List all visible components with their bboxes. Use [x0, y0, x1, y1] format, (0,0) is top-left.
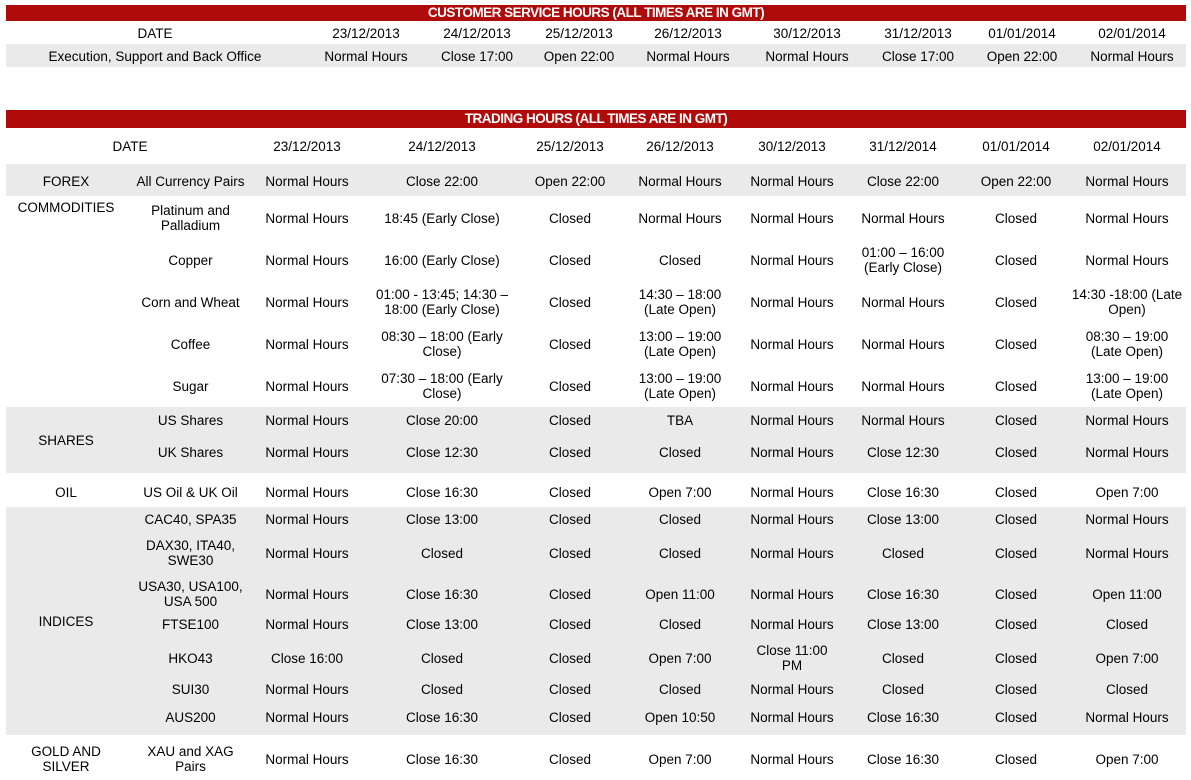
trading-value: Normal Hours [265, 252, 349, 268]
trading-date: 23/12/2013 [273, 138, 341, 154]
trading-value: Normal Hours [750, 336, 834, 352]
trading-value: Normal Hours [265, 378, 349, 394]
trading-value: Closed [548, 681, 592, 697]
trading-value: Normal Hours [750, 709, 834, 725]
trading-value: Closed [994, 252, 1038, 268]
trading-value: Closed [548, 444, 592, 460]
trading-value: Closed [994, 616, 1038, 632]
trading-value: Closed [658, 681, 702, 697]
trading-value: Close 22:00 [866, 173, 940, 189]
trading-value: Normal Hours [750, 681, 834, 697]
trading-value: Open 10:50 [644, 709, 716, 725]
customer-service-value: Normal Hours [1090, 48, 1174, 64]
trading-value: Close 16:30 [405, 709, 479, 725]
trading-value: Closed [994, 210, 1038, 226]
trading-value: Normal Hours [265, 173, 349, 189]
trading-value: Normal Hours [265, 616, 349, 632]
customer-service-date: 25/12/2013 [545, 25, 613, 41]
trading-value: 01:00 – 16:00 (Early Close) [861, 245, 945, 275]
trading-value: Closed [994, 412, 1038, 428]
instrument-label: Copper [168, 252, 213, 268]
customer-service-date: 26/12/2013 [654, 25, 722, 41]
trading-value: Normal Hours [1085, 252, 1169, 268]
trading-value: Closed [994, 681, 1038, 697]
trading-value: Closed [548, 412, 592, 428]
trading-value: Closed [548, 252, 592, 268]
trading-value: Close 11:00 PM [756, 643, 828, 673]
trading-value: Open 11:00 [645, 586, 715, 602]
trading-value: Close 16:30 [866, 709, 940, 725]
trading-value: Normal Hours [750, 173, 834, 189]
instrument-label: HKO43 [168, 650, 213, 666]
trading-value: Close 16:30 [866, 586, 940, 602]
trading-value: Normal Hours [265, 412, 349, 428]
customer-service-value: Normal Hours [646, 48, 730, 64]
trading-value: Open 7:00 [1095, 751, 1159, 767]
trading-value: Closed [548, 545, 592, 561]
customer-service-date: 24/12/2013 [443, 25, 511, 41]
trading-value: Normal Hours [750, 545, 834, 561]
instrument-label: Coffee [170, 336, 211, 352]
trading-value: Closed [548, 378, 592, 394]
trading-value: Closed [548, 709, 592, 725]
trading-value: Normal Hours [265, 681, 349, 697]
trading-value: Close 20:00 [405, 412, 479, 428]
customer-service-date: 01/01/2014 [988, 25, 1056, 41]
trading-value: Normal Hours [750, 412, 834, 428]
trading-value: Closed [658, 616, 702, 632]
trading-value: Closed [658, 252, 702, 268]
trading-value: Normal Hours [638, 210, 722, 226]
trading-value: Closed [994, 751, 1038, 767]
trading-value: Normal Hours [750, 252, 834, 268]
trading-value: Closed [1105, 616, 1149, 632]
trading-value: 13:00 – 19:00 (Late Open) [1085, 371, 1169, 401]
trading-value: Open 7:00 [648, 484, 712, 500]
instrument-label: XAU and XAG Pairs [147, 744, 234, 774]
trading-value: Close 16:30 [866, 484, 940, 500]
trading-value: Open 7:00 [1095, 650, 1159, 666]
trading-value: Closed [881, 650, 925, 666]
instrument-label: FTSE100 [161, 616, 220, 632]
trading-value: Normal Hours [750, 751, 834, 767]
trading-value: Closed [994, 378, 1038, 394]
trading-value: Closed [994, 294, 1038, 310]
trading-value: Close 13:00 [405, 511, 479, 527]
instrument-label: CAC40, SPA35 [144, 511, 237, 527]
trading-value: Closed [548, 616, 592, 632]
trading-date: 02/01/2014 [1093, 138, 1161, 154]
trading-value: Closed [658, 545, 702, 561]
trading-value: Normal Hours [750, 210, 834, 226]
customer-service-value: Close 17:00 [440, 48, 514, 64]
trading-value: Open 7:00 [648, 751, 712, 767]
trading-value: Closed [994, 709, 1038, 725]
instrument-label: AUS200 [165, 709, 216, 725]
trading-value: Normal Hours [750, 616, 834, 632]
group-label: FOREX [42, 173, 90, 189]
instrument-label: US Shares [157, 412, 224, 428]
trading-value: Closed [1105, 681, 1149, 697]
trading-value: Closed [658, 511, 702, 527]
trading-value: Close 16:30 [866, 751, 940, 767]
trading-date: 25/12/2013 [536, 138, 604, 154]
trading-date-label: DATE [112, 138, 148, 154]
trading-date: 24/12/2013 [408, 138, 476, 154]
trading-value: Close 16:30 [405, 484, 479, 500]
customer-service-row-label: Execution, Support and Back Office [48, 48, 262, 64]
customer-service-date: 31/12/2013 [884, 25, 952, 41]
trading-value: Normal Hours [265, 709, 349, 725]
group-label: SHARES [38, 432, 94, 448]
customer-service-date: 23/12/2013 [332, 25, 400, 41]
trading-value: Normal Hours [265, 336, 349, 352]
trading-date: 01/01/2014 [982, 138, 1050, 154]
trading-value: Open 22:00 [534, 173, 606, 189]
trading-value: Normal Hours [1085, 444, 1169, 460]
trading-value: Closed [420, 681, 464, 697]
trading-value: Closed [994, 444, 1038, 460]
trading-value: Open 7:00 [1095, 484, 1159, 500]
customer-service-date: 02/01/2014 [1098, 25, 1166, 41]
trading-value: 16:00 (Early Close) [384, 252, 500, 268]
instrument-label: USA30, USA100, USA 500 [138, 579, 243, 609]
trading-value: Closed [548, 210, 592, 226]
trading-value: Close 16:00 [270, 650, 344, 666]
trading-value: Normal Hours [750, 294, 834, 310]
trading-value: Close 13:00 [866, 616, 940, 632]
trading-value: 14:30 – 18:00 (Late Open) [638, 287, 722, 317]
trading-value: Normal Hours [861, 294, 945, 310]
trading-value: Closed [548, 294, 592, 310]
trading-value: Normal Hours [1085, 511, 1169, 527]
trading-value: 07:30 – 18:00 (Early Close) [381, 371, 503, 401]
trading-value: 01:00 - 13:45; 14:30 – 18:00 (Early Close) [375, 287, 509, 317]
instrument-label: All Currency Pairs [136, 173, 245, 189]
trading-value: Normal Hours [750, 378, 834, 394]
instrument-label: SUI30 [171, 681, 210, 697]
trading-value: 13:00 – 19:00 (Late Open) [638, 329, 722, 359]
trading-value: Open 7:00 [648, 650, 712, 666]
trading-value: Closed [994, 511, 1038, 527]
trading-value: Normal Hours [750, 511, 834, 527]
trading-value: Normal Hours [1085, 709, 1169, 725]
customer-service-value: Normal Hours [324, 48, 408, 64]
customer-service-value: Normal Hours [765, 48, 849, 64]
trading-value: Close 12:30 [405, 444, 479, 460]
trading-value: Normal Hours [861, 210, 945, 226]
trading-value: Close 16:30 [405, 751, 479, 767]
trading-value: Close 13:00 [866, 511, 940, 527]
customer-service-title: CUSTOMER SERVICE HOURS (ALL TIMES ARE IN GMT) [6, 5, 1186, 21]
group-label: COMMODITIES [17, 200, 115, 215]
trading-value: Normal Hours [265, 484, 349, 500]
trading-value: Closed [994, 336, 1038, 352]
trading-value: Normal Hours [750, 444, 834, 460]
trading-value: 14:30 -18:00 (Late Open) [1071, 287, 1183, 317]
trading-value: 08:30 – 18:00 (Early Close) [381, 329, 503, 359]
trading-value: Close 16:30 [405, 586, 479, 602]
trading-value: Closed [548, 586, 592, 602]
customer-service-value: Open 22:00 [543, 48, 615, 64]
trading-value: Normal Hours [861, 336, 945, 352]
trading-value: Closed [548, 484, 592, 500]
instrument-label: Platinum and Palladium [151, 203, 230, 233]
instrument-label: UK Shares [157, 444, 224, 460]
trading-value: Normal Hours [638, 173, 722, 189]
trading-value: Closed [420, 650, 464, 666]
customer-service-date-label: DATE [137, 25, 173, 41]
trading-value: Normal Hours [1085, 545, 1169, 561]
trading-value: Closed [994, 586, 1038, 602]
trading-value: Normal Hours [265, 586, 349, 602]
trading-value: Normal Hours [265, 294, 349, 310]
trading-value: Close 13:00 [405, 616, 479, 632]
trading-value: Closed [420, 545, 464, 561]
trading-value: Closed [881, 681, 925, 697]
trading-value: Closed [994, 484, 1038, 500]
trading-value: Normal Hours [1085, 210, 1169, 226]
trading-value: Open 22:00 [980, 173, 1052, 189]
group-label: OIL [55, 484, 77, 500]
trading-value: Normal Hours [265, 511, 349, 527]
trading-value: Normal Hours [265, 444, 349, 460]
trading-value: Close 12:30 [866, 444, 940, 460]
trading-value: Normal Hours [861, 412, 945, 428]
customer-service-date: 30/12/2013 [773, 25, 841, 41]
group-label: GOLD AND SILVER [31, 744, 101, 774]
trading-date: 30/12/2013 [758, 138, 826, 154]
instrument-label: US Oil & UK Oil [143, 484, 238, 500]
group-label: INDICES [38, 613, 94, 629]
trading-value: Close 22:00 [405, 173, 479, 189]
instrument-label: Sugar [172, 378, 209, 394]
trading-value: Normal Hours [265, 210, 349, 226]
trading-value: Closed [994, 650, 1038, 666]
trading-value: Normal Hours [1085, 173, 1169, 189]
trading-value: Normal Hours [265, 545, 349, 561]
trading-value: Normal Hours [265, 751, 349, 767]
trading-value: TBA [666, 412, 694, 428]
trading-date: 31/12/2014 [869, 138, 937, 154]
trading-value: Normal Hours [750, 586, 834, 602]
trading-value: 08:30 – 19:00 (Late Open) [1085, 329, 1169, 359]
trading-value: 18:45 (Early Close) [384, 210, 500, 226]
trading-value: Closed [658, 444, 702, 460]
trading-value: Closed [994, 545, 1038, 561]
trading-value: Open 11:00 [1092, 586, 1162, 602]
trading-value: Closed [548, 336, 592, 352]
customer-service-value: Close 17:00 [881, 48, 955, 64]
trading-value: Closed [548, 650, 592, 666]
instrument-label: Corn and Wheat [141, 294, 240, 310]
trading-date: 26/12/2013 [646, 138, 714, 154]
trading-value: Normal Hours [861, 378, 945, 394]
instrument-label: DAX30, ITA40, SWE30 [145, 538, 236, 568]
trading-value: 13:00 – 19:00 (Late Open) [638, 371, 722, 401]
trading-value: Normal Hours [750, 484, 834, 500]
trading-value: Closed [548, 511, 592, 527]
trading-title: TRADING HOURS (ALL TIMES ARE IN GMT) [6, 110, 1186, 128]
trading-value: Closed [881, 545, 925, 561]
trading-value: Normal Hours [1085, 412, 1169, 428]
customer-service-value: Open 22:00 [986, 48, 1058, 64]
trading-value: Closed [548, 751, 592, 767]
